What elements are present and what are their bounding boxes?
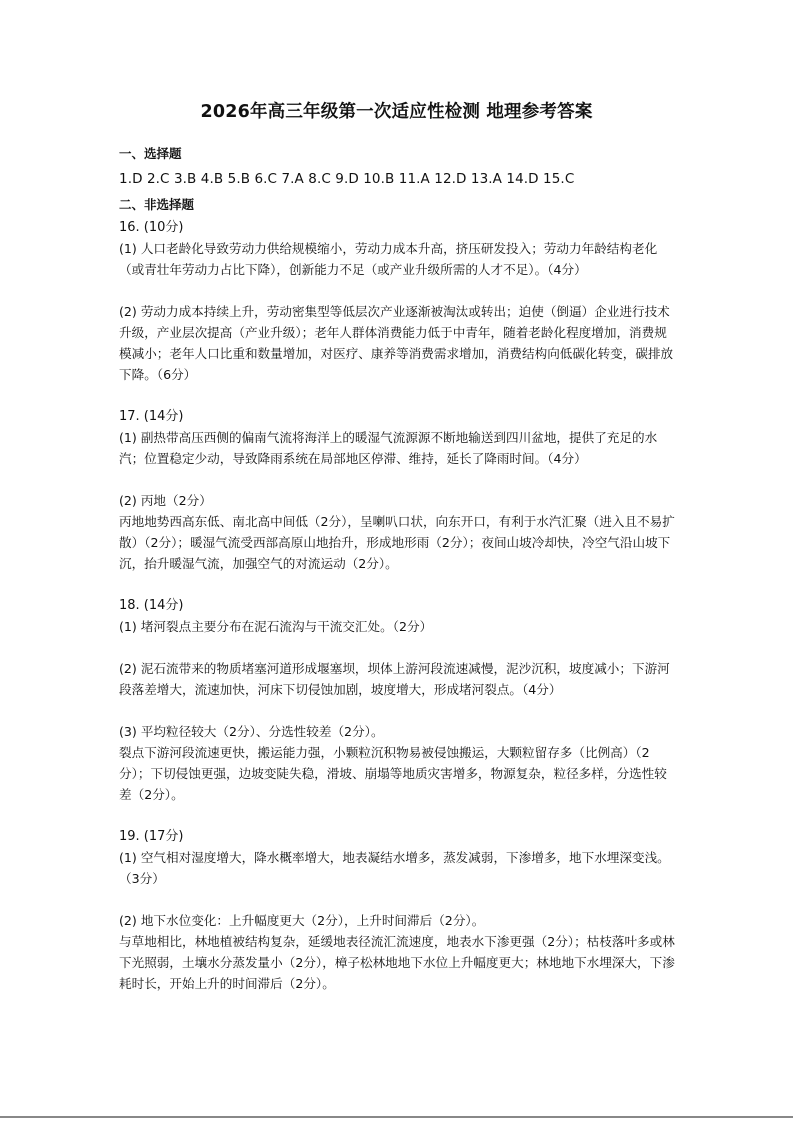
page-title: 2026年高三年级第一次适应性检测 地理参考答案	[200, 102, 593, 122]
question-18-answer-2: (2) 泥石流带来的物质堵塞河道形成堰塞坝，坝体上游河段流速减慢，泥沙沉积，坡度减小；下游河段落差增大，流速加快，河床下切侵蚀加剧，坡度增大，形成堵河裂点。（4分）	[119, 661, 670, 697]
question-18-answer-3-body: 裂点下游河段流速更快，搬运能力强，小颗粒沉积物易被侵蚀搬运，大颗粒留存多（比例高）（2分）；下切侵蚀更强，边坡变陡失稳，滑坡、崩塌等地质灾害增多，物源复杂，粒径多样，分选性较差（2分）。	[119, 745, 667, 802]
question-18-answer-3-title: (3) 平均粒径较大（2分）、分选性较差（2分）。	[119, 724, 384, 739]
question-18-header: 18. (14分)	[119, 598, 184, 613]
question-17-answer-2-body: 丙地地势西高东低、南北高中间低（2分），呈喇叭口状，向东开口，有利于水汽汇聚（进入且不易扩散）（2分）；暖湿气流受西部高原山地抬升，形成地形雨（2分）；夜间山坡冷却快，冷空气沿山坡下沉，抬升暖湿气流，加强空气的对流运动（2分）。	[119, 514, 675, 571]
section-choice-heading: 一、选择题	[119, 146, 182, 161]
question-19-answer-2-body: 与草地相比，林地植被结构复杂，延缓地表径流汇流速度，地表水下渗更强（2分）；枯枝落叶多或林下光照弱，土壤水分蒸发量小（2分），樟子松林地地下水位上升幅度更大；林地地下水埋深大，下渗耗时长，开始上升的时间滞后（2分）。	[119, 934, 675, 991]
question-16-answer-2: (2) 劳动力成本持续上升，劳动密集型等低层次产业逐渐被淘汰或转出；迫使（倒逼）企业进行技术升级，产业层次提高（产业升级）；老年人群体消费能力低于中青年，随着老龄化程度增加，消费规模减小；老年人口比重和数量增加，对医疗、康养等消费需求增加，消费结构向低碳化转变，碳排放下降。（6分）	[119, 304, 674, 382]
question-17-answer-1: (1) 副热带高压西侧的偏南气流将海洋上的暖湿气流源源不断地输送到四川盆地，提供了充足的水汽；位置稳定少动，导致降雨系统在局部地区停滞、维持，延长了降雨时间。（4分）	[119, 430, 658, 466]
question-17-answer-2-title: (2) 丙地（2分）	[119, 493, 212, 508]
choice-answers: 1.D 2.C 3.B 4.B 5.B 6.C 7.A 8.C 9.D 10.B 11.A 12.D 13.A 14.D 15.C	[119, 171, 575, 187]
question-16-header: 16. (10分)	[119, 220, 184, 235]
question-19-answer-1: (1) 空气相对湿度增大，降水概率增大，地表凝结水增多，蒸发减弱，下渗增多，地下水埋深变浅。（3分）	[119, 850, 670, 886]
page-bottom-divider	[0, 1116, 793, 1118]
section-nonchoice-heading: 二、非选择题	[119, 197, 195, 212]
answer-content	[119, 142, 679, 994]
question-18-answer-1: (1) 堵河裂点主要分布在泥石流沟与干流交汇处。（2分）	[119, 619, 433, 634]
question-17-header: 17. (14分)	[119, 409, 184, 424]
question-19-header: 19. (17分)	[119, 829, 184, 844]
question-19-answer-2-title: (2) 地下水位变化：上升幅度更大（2分），上升时间滞后（2分）。	[119, 913, 485, 928]
question-16-answer-1: (1) 人口老龄化导致劳动力供给规模缩小，劳动力成本升高，挤压研发投入；劳动力年龄结构老化（或青壮年劳动力占比下降），创新能力不足（或产业升级所需的人才不足）。（4分）	[119, 241, 658, 277]
